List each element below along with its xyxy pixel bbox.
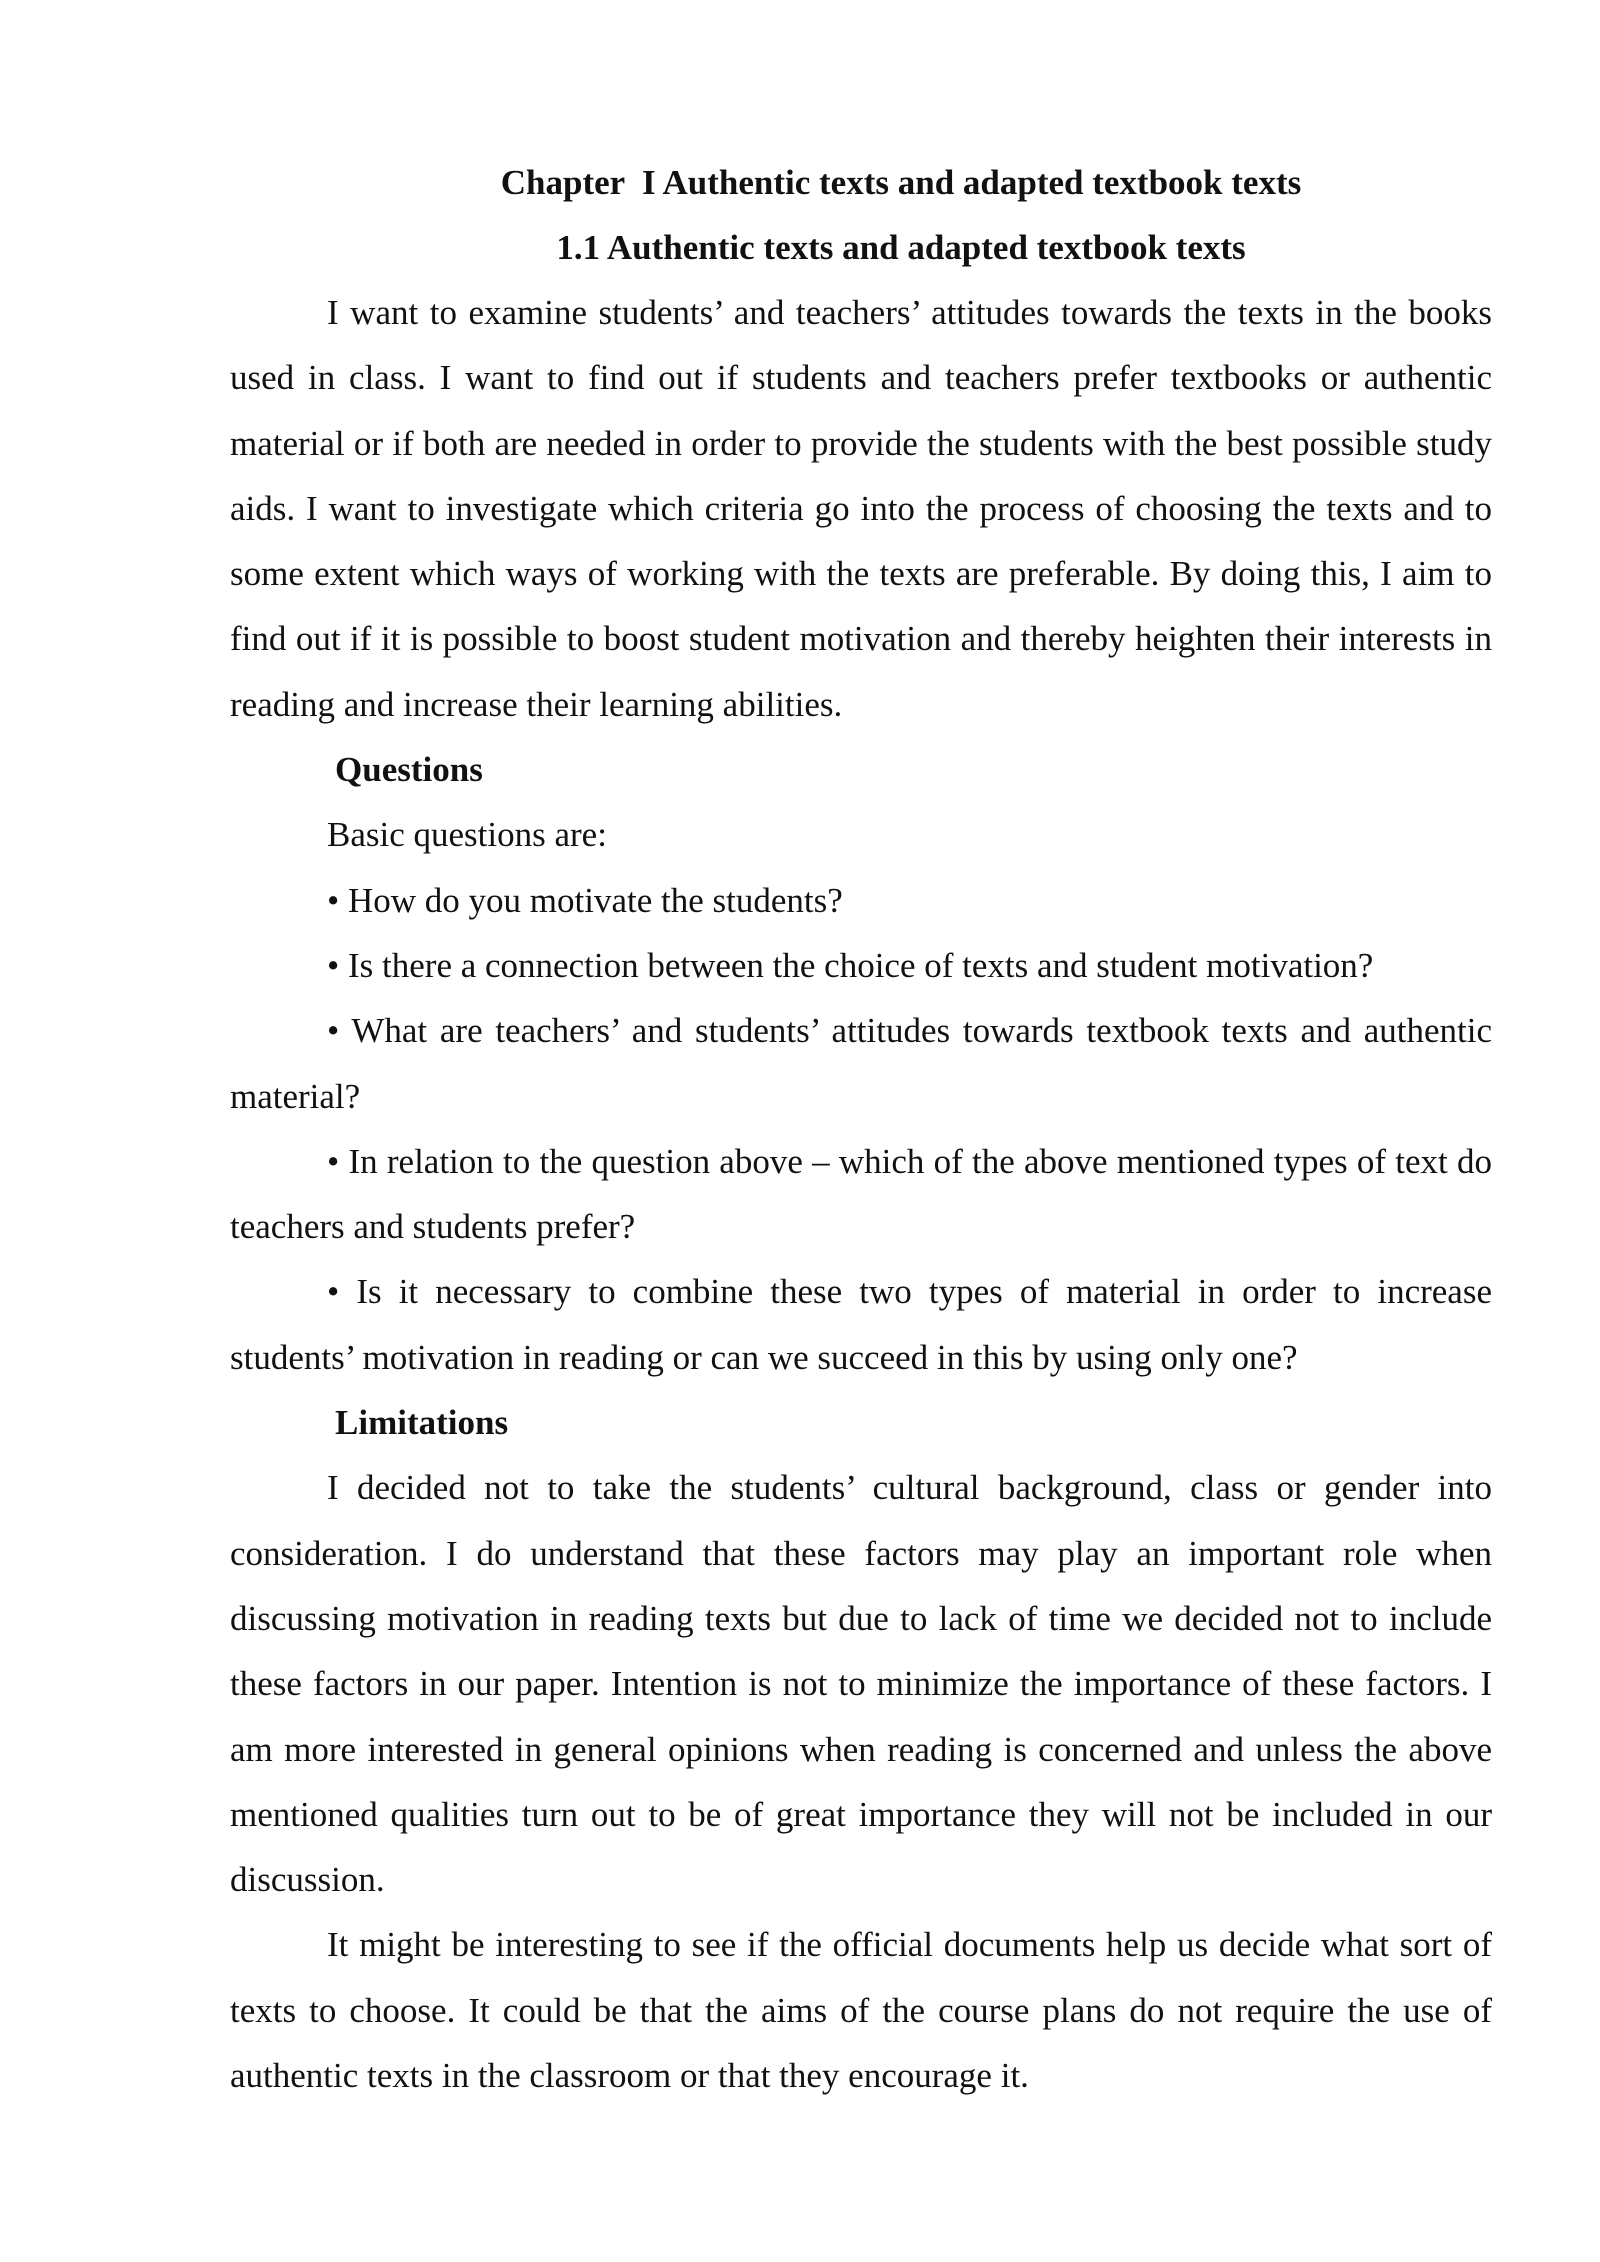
question-item: • In relation to the question above – which of the above mentioned types of text do teachers and students prefer? [230, 1141, 1492, 1247]
limitations-paragraph: I decided not to take the students’ cultural background, class or gender into consideration. I do understand that these factors may play an important role when discussing motivation in reading texts but due to lack of time we decided not to include these factors in our paper. Intention is not to minimize the importance of these factors. I am more interested in general opinions when reading is concerned and unless the above mentioned qualities turn out to be of great importance they will not be included in our discussion. [230, 1468, 1492, 1900]
limitations-heading: Limitations [335, 1403, 509, 1443]
question-item: • Is it necessary to combine these two types of material in order to increase students’ motivation in reading or can we succeed in this by using only one? [230, 1272, 1492, 1377]
question-item: • What are teachers’ and students’ attitudes towards textbook texts and authentic material? [230, 1011, 1492, 1116]
questions-heading: Questions [335, 750, 483, 790]
closing-paragraph: It might be interesting to see if the official documents help us decide what sort of texts to choose. It could be that the aims of the course plans do not require the use of authentic texts in the classroom or that they encourage it. [230, 1925, 1492, 2096]
chapter-title: Chapter I Authentic texts and adapted textbook texts [500, 163, 1302, 202]
questions-intro: Basic questions are: [327, 815, 607, 855]
questions-list [230, 868, 1492, 1390]
section-title: 1.1 Authentic texts and adapted textbook texts [556, 228, 1246, 267]
document-page [230, 150, 1492, 2108]
intro-paragraph: I want to examine students’ and teachers’ attitudes towards the texts in the books used in class. I want to find out if students and teachers prefer textbooks or authentic material or if both are needed in order to provide the students with the best possible study aids. I want to investigate which criteria go into the process of choosing the texts and to some extent which ways of working with the texts are preferable. By doing this, I aim to find out if it is possible to boost student motivation and thereby heighten their interests in reading and increase their learning abilities. [230, 293, 1492, 724]
question-item: • How do you motivate the students? [327, 880, 843, 920]
question-item: • Is there a connection between the choice of texts and student motivation? [327, 945, 1374, 985]
